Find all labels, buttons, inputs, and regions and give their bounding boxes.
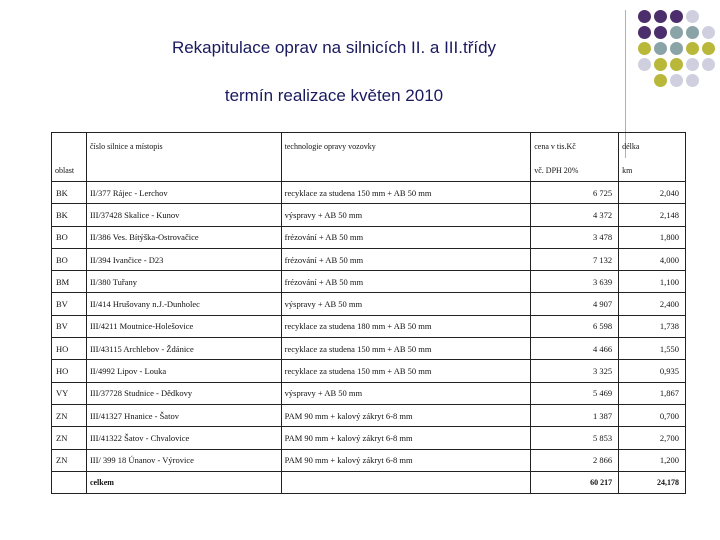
table-row	[52, 248, 686, 270]
row-road-cell: II/394 Ivančice - D23	[86, 248, 281, 270]
row-length-cell: 1,200	[619, 449, 686, 471]
row-road-cell: III/37428 Skalice - Kunov	[86, 204, 281, 226]
decorative-dot	[686, 74, 699, 87]
row-road-cell: III/41327 Hnanice - Šatov	[86, 404, 281, 426]
row-technology-cell: výspravy + AB 50 mm	[281, 293, 531, 315]
row-area-cell: ZN	[52, 404, 87, 426]
table-row	[52, 338, 686, 360]
header-technology: technologie opravy vozovky	[281, 133, 531, 161]
decorative-dot	[654, 58, 667, 71]
row-length-cell: 2,400	[619, 293, 686, 315]
total-price: 60 217	[531, 471, 619, 493]
row-road-cell: II/414 Hrušovany n.J.-Dunholec	[86, 293, 281, 315]
row-road-cell: III/4211 Moutnice-Holešovice	[86, 315, 281, 337]
row-length-cell: 1,867	[619, 382, 686, 404]
row-area-cell: BV	[52, 315, 87, 337]
decorative-dot	[670, 58, 683, 71]
subheader-empty-cell	[86, 160, 281, 182]
row-area-cell: BO	[52, 226, 87, 248]
decorative-dot	[654, 42, 667, 55]
row-road-cell: II/386 Ves. Bítýška-Ostrovačice	[86, 226, 281, 248]
table-row	[52, 204, 686, 226]
table-row	[52, 315, 686, 337]
row-area-cell: BK	[52, 204, 87, 226]
row-technology-cell: frézování + AB 50 mm	[281, 271, 531, 293]
row-length-cell: 2,148	[619, 204, 686, 226]
row-area-cell: BM	[52, 271, 87, 293]
decorative-dot	[654, 26, 667, 39]
page-subtitle: termín realizace květen 2010	[224, 86, 444, 105]
header-vat: vč. DPH 20%	[531, 160, 619, 182]
row-price-cell: 4 372	[531, 204, 619, 226]
row-area-cell: BO	[52, 248, 87, 270]
row-road-cell: III/41322 Šatov - Chvalovice	[86, 427, 281, 449]
row-area-cell: ZN	[52, 427, 87, 449]
table-row	[52, 293, 686, 315]
decorative-dot	[638, 58, 651, 71]
decorative-dot	[686, 42, 699, 55]
decorative-dot	[654, 74, 667, 87]
decorative-dot	[686, 10, 699, 23]
header-price: cena v tis.Kč	[531, 133, 619, 161]
page-title: Rekapitulace oprav na silnicích II. a III.třídy	[171, 38, 497, 57]
decorative-dot	[670, 26, 683, 39]
row-road-cell: III/37728 Studnice - Dědkovy	[86, 382, 281, 404]
subheader-empty-cell	[281, 160, 531, 182]
row-length-cell: 1,100	[619, 271, 686, 293]
decorative-dot	[670, 74, 683, 87]
decorative-dot	[702, 58, 715, 71]
decorative-dot	[638, 26, 651, 39]
decorative-dot	[670, 10, 683, 23]
decorative-dot	[702, 26, 715, 39]
total-empty-cell	[281, 471, 531, 493]
row-price-cell: 4 907	[531, 293, 619, 315]
row-technology-cell: výspravy + AB 50 mm	[281, 204, 531, 226]
row-road-cell: II/380 Tuřany	[86, 271, 281, 293]
row-technology-cell: recyklace za studena 150 mm + AB 50 mm	[281, 182, 531, 204]
row-road-cell: III/43115 Archlebov - Ždánice	[86, 338, 281, 360]
header-road: číslo silnice a místopis	[86, 133, 281, 161]
decorative-dot	[702, 42, 715, 55]
row-road-cell: III/ 399 18 Únanov - Výrovice	[86, 449, 281, 471]
table-row	[52, 271, 686, 293]
table-row	[52, 182, 686, 204]
header-area: oblast	[52, 160, 87, 182]
decorative-dot	[670, 42, 683, 55]
row-length-cell: 1,550	[619, 338, 686, 360]
total-label: celkem	[86, 471, 281, 493]
row-road-cell: II/4992 Lipov - Louka	[86, 360, 281, 382]
row-price-cell: 4 466	[531, 338, 619, 360]
row-length-cell: 0,935	[619, 360, 686, 382]
row-technology-cell: PAM 90 mm + kalový zákryt 6-8 mm	[281, 404, 531, 426]
repairs-table	[51, 132, 686, 494]
header-unit: km	[619, 160, 686, 182]
row-technology-cell: PAM 90 mm + kalový zákryt 6-8 mm	[281, 449, 531, 471]
total-empty-cell	[52, 471, 87, 493]
row-length-cell: 1,738	[619, 315, 686, 337]
row-area-cell: ZN	[52, 449, 87, 471]
row-technology-cell: recyklace za studena 150 mm + AB 50 mm	[281, 360, 531, 382]
header-empty-cell	[52, 133, 87, 161]
row-length-cell: 0,700	[619, 404, 686, 426]
row-price-cell: 1 387	[531, 404, 619, 426]
row-length-cell: 2,700	[619, 427, 686, 449]
decorative-dot-grid	[632, 10, 720, 120]
row-area-cell: BK	[52, 182, 87, 204]
row-road-cell: II/377 Rájec - Lerchov	[86, 182, 281, 204]
row-price-cell: 6 725	[531, 182, 619, 204]
row-length-cell: 2,040	[619, 182, 686, 204]
row-area-cell: HO	[52, 360, 87, 382]
row-price-cell: 6 598	[531, 315, 619, 337]
row-technology-cell: recyklace za studena 150 mm + AB 50 mm	[281, 338, 531, 360]
total-length: 24,178	[619, 471, 686, 493]
decorative-dot	[638, 42, 651, 55]
row-price-cell: 2 866	[531, 449, 619, 471]
row-technology-cell: frézování + AB 50 mm	[281, 226, 531, 248]
row-technology-cell: výspravy + AB 50 mm	[281, 382, 531, 404]
table-row	[52, 427, 686, 449]
table-header-row	[52, 133, 686, 161]
decorative-dot	[654, 10, 667, 23]
row-area-cell: VY	[52, 382, 87, 404]
decorative-dot	[686, 26, 699, 39]
table-row	[52, 360, 686, 382]
row-price-cell: 3 478	[531, 226, 619, 248]
row-price-cell: 5 469	[531, 382, 619, 404]
table-row	[52, 382, 686, 404]
row-price-cell: 3 639	[531, 271, 619, 293]
table-row	[52, 449, 686, 471]
decorative-dot	[638, 10, 651, 23]
row-price-cell: 5 853	[531, 427, 619, 449]
table-row	[52, 404, 686, 426]
row-area-cell: HO	[52, 338, 87, 360]
decorative-dot	[686, 58, 699, 71]
table-row	[52, 226, 686, 248]
row-price-cell: 7 132	[531, 248, 619, 270]
row-length-cell: 1,800	[619, 226, 686, 248]
row-technology-cell: recyklace za studena 180 mm + AB 50 mm	[281, 315, 531, 337]
row-area-cell: BV	[52, 293, 87, 315]
row-price-cell: 3 325	[531, 360, 619, 382]
row-length-cell: 4,000	[619, 248, 686, 270]
total-row	[52, 471, 686, 493]
row-technology-cell: PAM 90 mm + kalový zákryt 6-8 mm	[281, 427, 531, 449]
header-length: délka	[619, 133, 686, 161]
row-technology-cell: frézování + AB 50 mm	[281, 248, 531, 270]
table-subheader-row	[52, 160, 686, 182]
